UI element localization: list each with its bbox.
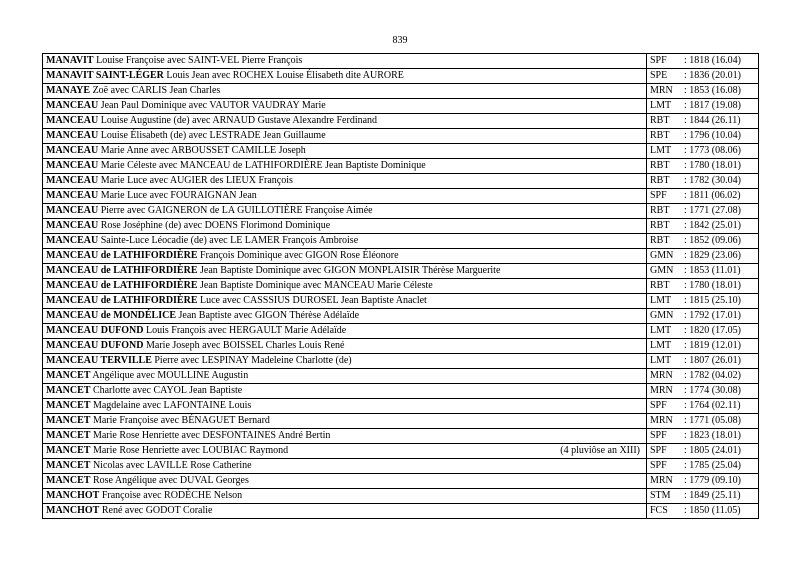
spouses-cell: [43, 369, 647, 384]
table-row: [43, 54, 759, 69]
source-code: SPF: [650, 430, 667, 441]
surname: MANCEAU: [46, 205, 99, 216]
surname: MANCEAU: [46, 220, 99, 231]
surname: MANCET: [46, 475, 91, 486]
spouse-text: Magdelaine avec LAFONTAINE Louis: [92, 400, 252, 411]
spouse-text: Louise Élisabeth (de) avec LESTRADE Jean Guillaume: [100, 130, 326, 141]
spouse-text: Marie Françoise avec BÉNAGUET Bernard: [92, 415, 270, 426]
marriage-date: : 1853 (11.01): [684, 265, 741, 276]
spouses-cell: [43, 144, 647, 159]
surname: MANAVIT: [46, 55, 94, 66]
reference-cell: [647, 384, 759, 399]
surname: MANCEAU de LATHIFORDIÈRE: [46, 280, 198, 291]
surname: MANCEAU: [46, 100, 99, 111]
marriage-date: : 1819 (12.01): [684, 340, 741, 351]
spouses-cell: [43, 429, 647, 444]
spouses-cell: [43, 399, 647, 414]
spouses-cell: [43, 84, 647, 99]
marriage-register-table: [42, 53, 759, 519]
table-row: [43, 129, 759, 144]
marriage-date: : 1796 (10.04): [684, 130, 741, 141]
spouses-cell: [43, 99, 647, 114]
spouses-cell: [43, 129, 647, 144]
table-row: [43, 279, 759, 294]
spouse-text: Zoë avec CARLIS Jean Charles: [92, 85, 221, 96]
reference-cell: [647, 294, 759, 309]
marriage-date: : 1844 (26.11): [684, 115, 741, 126]
source-code: LMT: [650, 340, 672, 351]
source-code: LMT: [650, 145, 672, 156]
spouses-cell: [43, 174, 647, 189]
surname: MANCEAU: [46, 130, 99, 141]
reference-cell: [647, 399, 759, 414]
spouses-cell: [43, 54, 647, 69]
spouses-cell: [43, 489, 647, 504]
marriage-date: : 1764 (02.11): [684, 400, 741, 411]
source-code: RBT: [650, 235, 670, 246]
reference-cell: [647, 504, 759, 519]
marriage-date: : 1782 (30.04): [684, 175, 741, 186]
source-code: MRN: [650, 370, 673, 381]
surname: MANAYE: [46, 85, 91, 96]
table-row: [43, 189, 759, 204]
source-code: STM: [650, 490, 671, 501]
source-code: LMT: [650, 355, 672, 366]
marriage-date: : 1779 (09.10): [684, 475, 741, 486]
marriage-date: : 1849 (25.11): [684, 490, 741, 501]
spouses-cell: [43, 204, 647, 219]
source-code: RBT: [650, 175, 670, 186]
reference-cell: [647, 219, 759, 234]
spouses-cell: [43, 234, 647, 249]
spouses-cell: [43, 504, 647, 519]
table-row: [43, 159, 759, 174]
spouse-text: Jean Baptiste avec GIGON Thérèse Adélaïde: [178, 310, 360, 321]
spouse-text: Marie Luce avec AUGIER des LIEUX François: [100, 175, 293, 186]
spouse-text: Rose Angélique avec DUVAL Georges: [92, 475, 249, 486]
source-code: GMN: [650, 250, 674, 261]
marriage-date: : 1852 (09.06): [684, 235, 741, 246]
reference-cell: [647, 369, 759, 384]
source-code: MRN: [650, 475, 673, 486]
source-code: RBT: [650, 160, 670, 171]
surname: MANCET: [46, 430, 91, 441]
spouses-cell: [43, 474, 647, 489]
reference-cell: [647, 129, 759, 144]
reference-cell: [647, 279, 759, 294]
reference-cell: [647, 114, 759, 129]
table-row: [43, 99, 759, 114]
table-row: [43, 144, 759, 159]
source-code: RBT: [650, 280, 670, 291]
spouses-cell: [43, 219, 647, 234]
spouse-text: Pierre avec LESPINAY Madeleine Charlotte (de): [154, 355, 352, 366]
table-row: [43, 429, 759, 444]
marriage-date: : 1815 (25.10): [684, 295, 741, 306]
surname: MANCET: [46, 385, 91, 396]
source-code: SPF: [650, 400, 667, 411]
table-row: [43, 249, 759, 264]
spouse-text: Marie Rose Henriette avec DESFONTAINES André Bertin: [92, 430, 331, 441]
spouses-cell: [43, 279, 647, 294]
page-number: 839: [392, 35, 408, 46]
table-row: [43, 339, 759, 354]
spouses-cell: [43, 264, 647, 279]
spouse-text: Luce avec CASSSIUS DUROSEL Jean Baptiste Anaclet: [200, 295, 427, 306]
table-row: [43, 84, 759, 99]
table-row: [43, 309, 759, 324]
reference-cell: [647, 189, 759, 204]
source-code: RBT: [650, 205, 670, 216]
marriage-date: : 1785 (25.04): [684, 460, 741, 471]
surname: MANCET: [46, 460, 91, 471]
marriage-date: : 1780 (18.01): [684, 160, 741, 171]
surname: MANCEAU: [46, 160, 99, 171]
reference-cell: [647, 144, 759, 159]
surname: MANCET: [46, 415, 91, 426]
source-code: SPF: [650, 445, 667, 456]
spouse-text: Nicolas avec LAVILLE Rose Catherine: [92, 460, 252, 471]
surname: MANCEAU de MONDÉLICE: [46, 310, 176, 321]
marriage-date: : 1771 (05.08): [684, 415, 741, 426]
spouses-cell: [43, 249, 647, 264]
reference-cell: [647, 69, 759, 84]
reference-cell: [647, 474, 759, 489]
register-body: [43, 54, 759, 519]
table-row: [43, 474, 759, 489]
source-code: SPF: [650, 190, 667, 201]
table-row: [43, 114, 759, 129]
spouse-text: Marie Rose Henriette avec LOUBIAC Raymond: [92, 445, 289, 456]
reference-cell: [647, 234, 759, 249]
reference-cell: [647, 429, 759, 444]
surname: MANCET: [46, 370, 91, 381]
marriage-date: : 1850 (11.05): [684, 505, 741, 516]
source-code: LMT: [650, 100, 672, 111]
spouses-cell: [43, 309, 647, 324]
spouse-text: Louise Augustine (de) avec ARNAUD Gustave Alexandre Ferdinand: [100, 115, 378, 126]
source-code: MRN: [650, 385, 673, 396]
table-row: [43, 294, 759, 309]
table-row: [43, 354, 759, 369]
source-code: RBT: [650, 220, 670, 231]
spouse-text: Louis Jean avec ROCHEX Louise Élisabeth dite AURORE: [166, 70, 404, 81]
spouse-text: Sainte-Luce Léocadie (de) avec LE LAMER François Ambroise: [100, 235, 359, 246]
source-code: FCS: [650, 505, 668, 516]
date-note: (4 pluviôse an XIII): [560, 445, 640, 456]
spouses-cell: [43, 189, 647, 204]
surname: MANCEAU de LATHIFORDIÈRE: [46, 250, 198, 261]
spouse-text: Jean Baptiste Dominique avec GIGON MONPLAISIR Thérèse Marguerite: [200, 265, 501, 276]
reference-cell: [647, 264, 759, 279]
reference-cell: [647, 309, 759, 324]
spouse-text: Rose Joséphine (de) avec DOENS Florimond Dominique: [100, 220, 331, 231]
source-code: SPF: [650, 460, 667, 471]
table-row: [43, 204, 759, 219]
marriage-date: : 1773 (08.06): [684, 145, 741, 156]
surname: MANCHOT: [46, 490, 100, 501]
spouses-cell: [43, 414, 647, 429]
marriage-date: : 1780 (18.01): [684, 280, 741, 291]
marriage-date: : 1792 (17.01): [684, 310, 741, 321]
surname: MANCEAU: [46, 145, 99, 156]
table-row: [43, 69, 759, 84]
spouse-text: Louise Françoise avec SAINT-VEL Pierre François: [96, 55, 303, 66]
spouses-cell: [43, 114, 647, 129]
reference-cell: [647, 99, 759, 114]
surname: MANCHOT: [46, 505, 100, 516]
spouses-cell: [43, 459, 647, 474]
spouses-cell: [43, 339, 647, 354]
reference-cell: [647, 339, 759, 354]
spouse-text: René avec GODOT Coralie: [101, 505, 213, 516]
source-code: RBT: [650, 130, 670, 141]
source-code: SPF: [650, 55, 667, 66]
surname: MANCEAU de LATHIFORDIÈRE: [46, 295, 198, 306]
table-row: [43, 384, 759, 399]
source-code: MRN: [650, 85, 673, 96]
reference-cell: [647, 84, 759, 99]
spouse-text: Pierre avec GAIGNERON de LA GUILLOTIÈRE Françoise Aimée: [100, 205, 373, 216]
marriage-date: : 1817 (19.08): [684, 100, 741, 111]
source-code: GMN: [650, 265, 674, 276]
surname: MANCEAU de LATHIFORDIÈRE: [46, 265, 198, 276]
marriage-date: : 1842 (25.01): [684, 220, 741, 231]
surname: MANCEAU: [46, 115, 99, 126]
table-row: [43, 264, 759, 279]
spouse-text: Marie Luce avec FOURAIGNAN Jean: [100, 190, 257, 201]
surname: MANCEAU TERVILLE: [46, 355, 152, 366]
spouse-text: Jean Baptiste Dominique avec MANCEAU Marie Céleste: [200, 280, 433, 291]
spouse-text: Françoise avec RODÈCHE Nelson: [101, 490, 243, 501]
spouse-text: Angélique avec MOULLINE Augustin: [92, 370, 249, 381]
spouses-cell: [43, 294, 647, 309]
marriage-date: : 1836 (20.01): [684, 70, 741, 81]
reference-cell: [647, 54, 759, 69]
surname: MANCEAU: [46, 175, 99, 186]
spouse-text: Charlotte avec CAYOL Jean Baptiste: [92, 385, 243, 396]
reference-cell: [647, 444, 759, 459]
surname: MANAVIT SAINT-LÉGER: [46, 70, 164, 81]
spouses-cell: [43, 384, 647, 399]
reference-cell: [647, 459, 759, 474]
marriage-date: : 1818 (16.04): [684, 55, 741, 66]
surname: MANCEAU DUFOND: [46, 340, 144, 351]
source-code: SPE: [650, 70, 668, 81]
table-row: [43, 444, 759, 459]
table-row: [43, 399, 759, 414]
marriage-date: : 1829 (23.06): [684, 250, 741, 261]
table-row: [43, 414, 759, 429]
marriage-date: : 1805 (24.01): [684, 445, 741, 456]
surname: MANCET: [46, 400, 91, 411]
spouse-text: François Dominique avec GIGON Rose Éléonore: [200, 250, 399, 261]
spouses-cell: [43, 444, 647, 459]
reference-cell: [647, 414, 759, 429]
table-row: [43, 504, 759, 519]
table-row: [43, 489, 759, 504]
table-row: [43, 174, 759, 189]
table-row: [43, 324, 759, 339]
reference-cell: [647, 354, 759, 369]
marriage-date: : 1811 (06.02): [684, 190, 741, 201]
spouse-text: Marie Anne avec ARBOUSSET CAMILLE Joseph: [100, 145, 306, 156]
spouse-text: Marie Joseph avec BOISSEL Charles Louis René: [146, 340, 345, 351]
marriage-date: : 1853 (16.08): [684, 85, 741, 96]
spouse-text: Jean Paul Dominique avec VAUTOR VAUDRAY Marie: [100, 100, 326, 111]
table-row: [43, 219, 759, 234]
source-code: MRN: [650, 415, 673, 426]
reference-cell: [647, 159, 759, 174]
reference-cell: [647, 249, 759, 264]
marriage-date: : 1774 (30.08): [684, 385, 741, 396]
marriage-date: : 1823 (18.01): [684, 430, 741, 441]
reference-cell: [647, 489, 759, 504]
spouse-text: Louis François avec HERGAULT Marie Adélaïde: [146, 325, 347, 336]
marriage-date: : 1782 (04.02): [684, 370, 741, 381]
spouse-text: Marie Céleste avec MANCEAU de LATHIFORDIÈRE Jean Baptiste Dominique: [100, 160, 426, 171]
spouses-cell: [43, 69, 647, 84]
surname: MANCEAU: [46, 190, 99, 201]
surname: MANCET: [46, 445, 91, 456]
spouses-cell: [43, 354, 647, 369]
source-code: LMT: [650, 295, 672, 306]
surname: MANCEAU: [46, 235, 99, 246]
reference-cell: [647, 174, 759, 189]
marriage-date: : 1771 (27.08): [684, 205, 741, 216]
source-code: LMT: [650, 325, 672, 336]
source-code: RBT: [650, 115, 670, 126]
reference-cell: [647, 324, 759, 339]
table-row: [43, 369, 759, 384]
reference-cell: [647, 204, 759, 219]
source-code: GMN: [650, 310, 674, 321]
marriage-date: : 1807 (26.01): [684, 355, 741, 366]
table-row: [43, 459, 759, 474]
spouses-cell: [43, 324, 647, 339]
surname: MANCEAU DUFOND: [46, 325, 144, 336]
table-row: [43, 234, 759, 249]
marriage-date: : 1820 (17.05): [684, 325, 741, 336]
spouses-cell: [43, 159, 647, 174]
